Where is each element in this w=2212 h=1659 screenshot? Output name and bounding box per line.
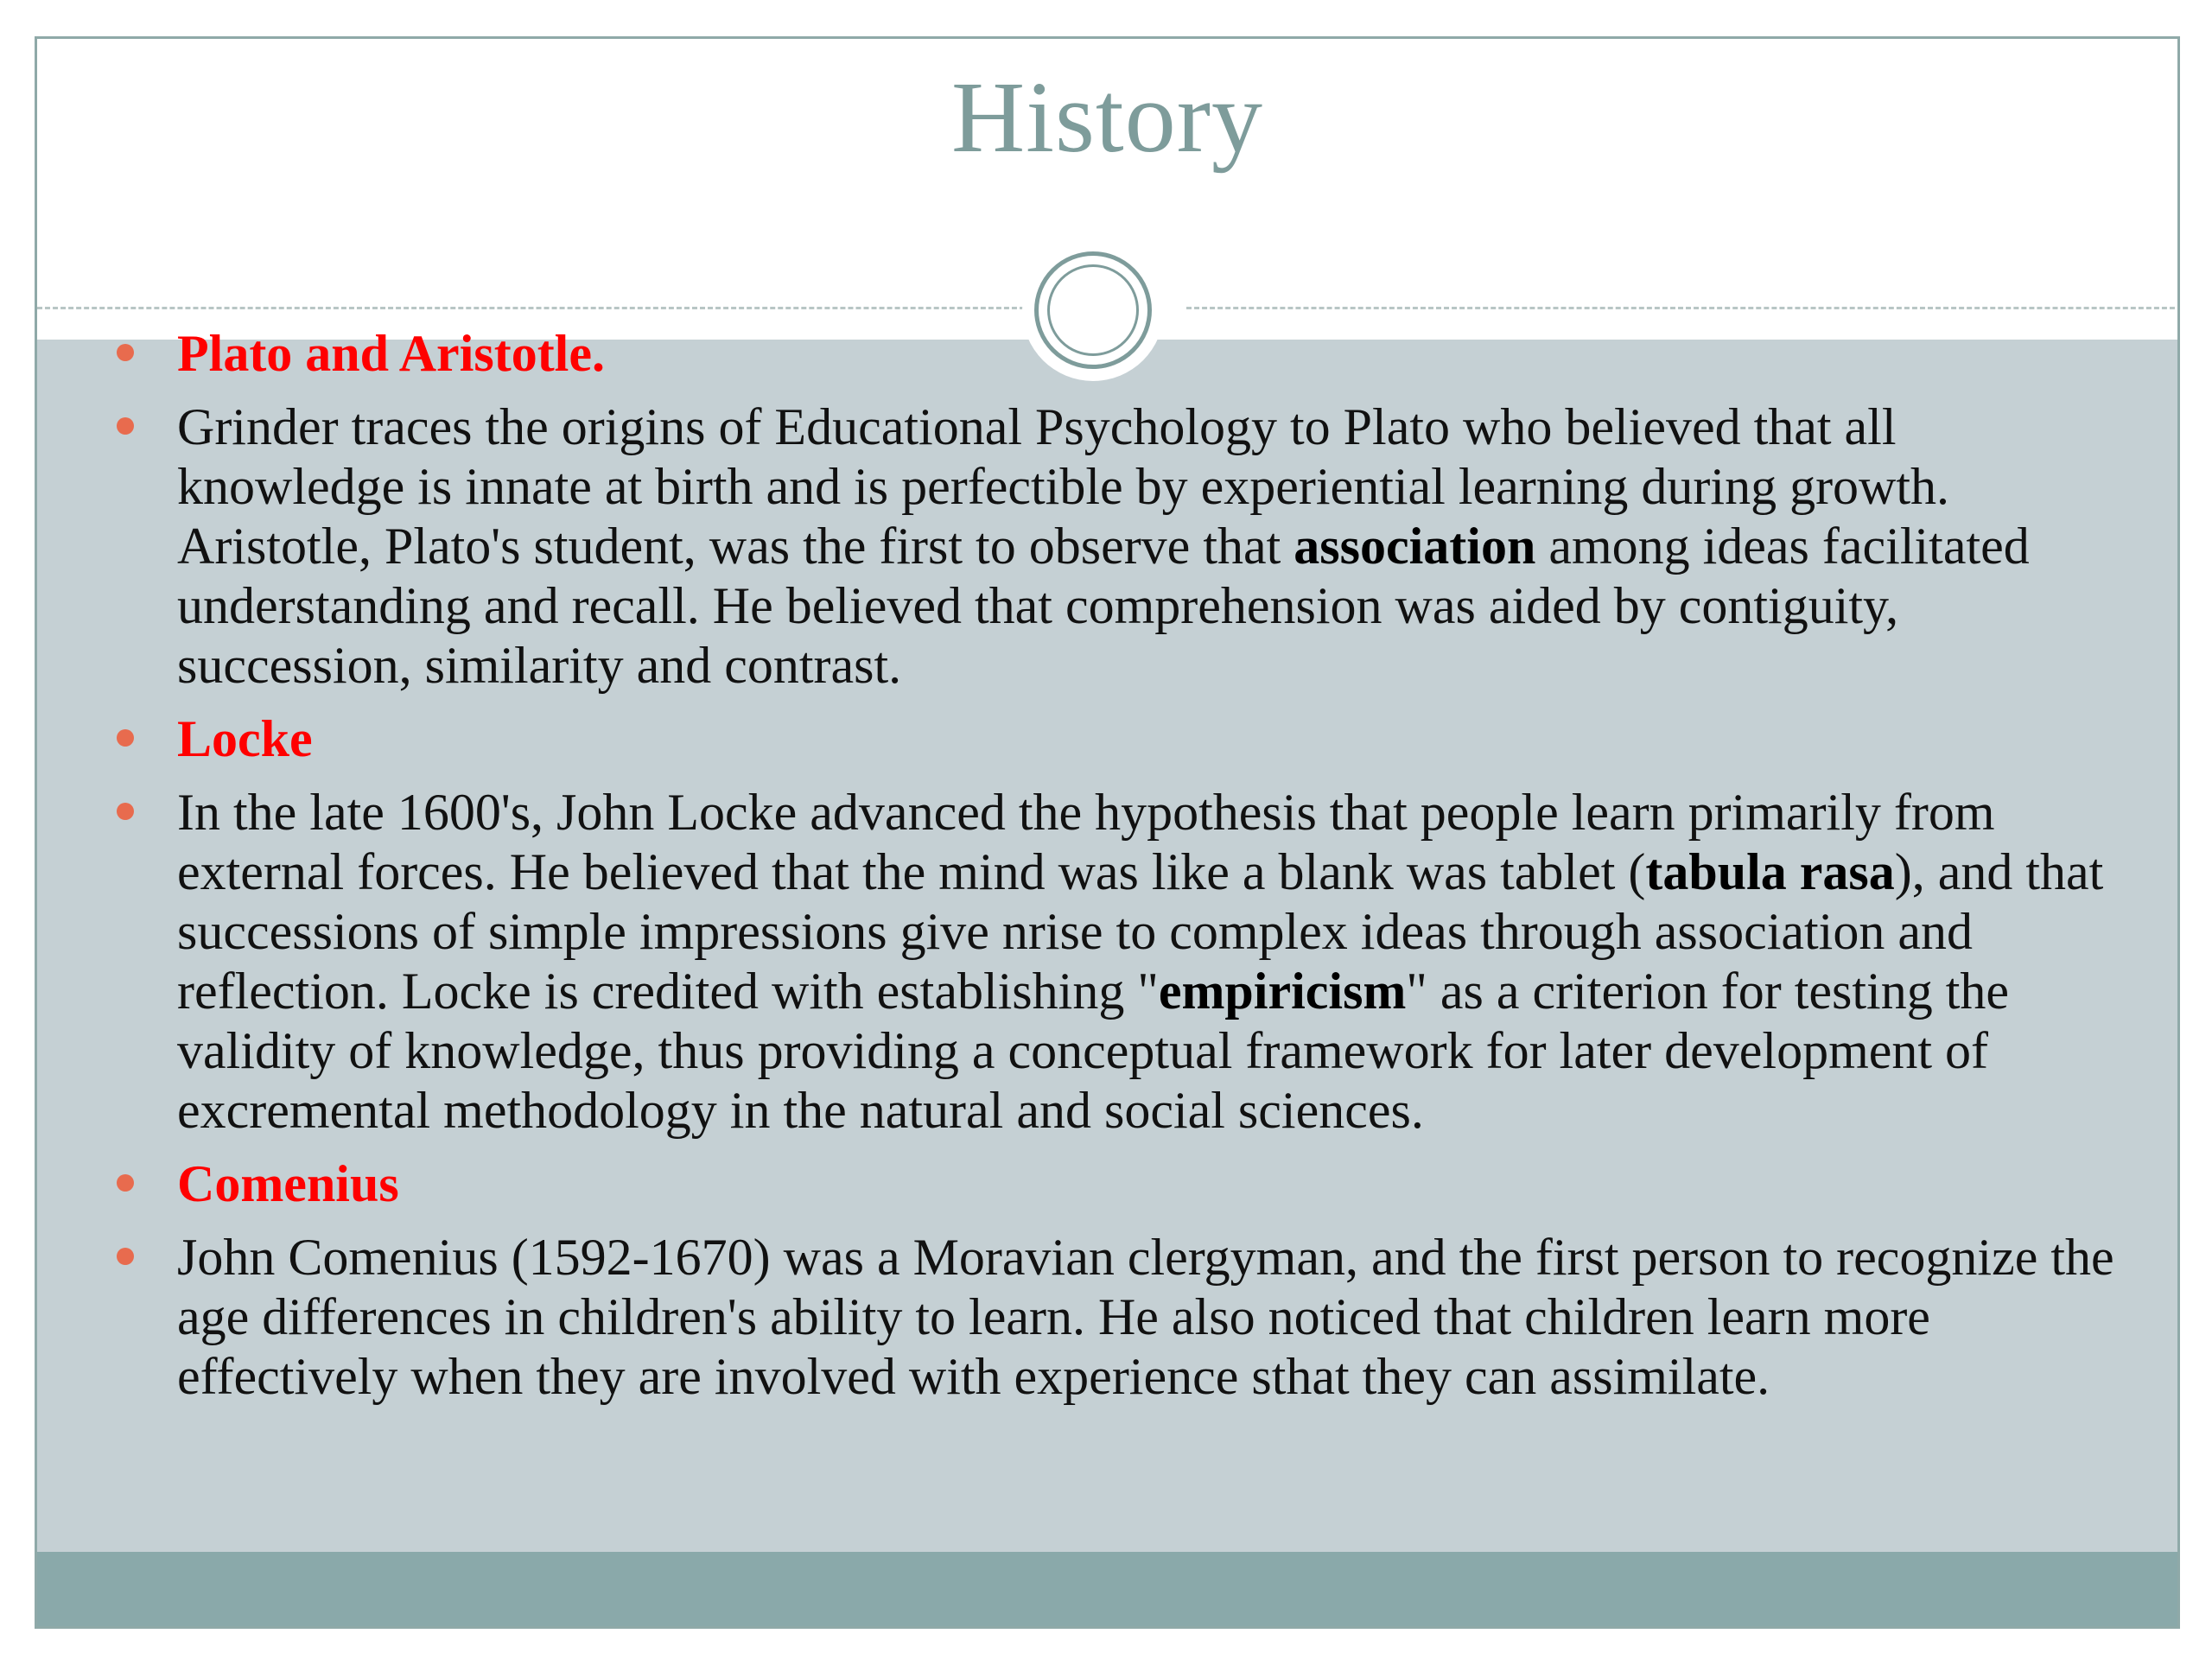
title-divider-left bbox=[37, 307, 1033, 309]
bullet-dot-icon bbox=[117, 417, 134, 435]
text-run: In the late 1600's, John Locke advanced the hypothesis that people learn primarily from external forces. He believed that the mind was like a blank was tablet ( bbox=[177, 784, 1995, 900]
title-divider-right bbox=[1186, 307, 2180, 309]
bullet-heading-text: Locke bbox=[177, 710, 313, 767]
bullet-paragraph-text bbox=[177, 784, 2103, 1139]
bullet-heading-text: Plato and Aristotle. bbox=[177, 325, 605, 382]
slide-title: History bbox=[951, 60, 1263, 174]
bullet-paragraph-text bbox=[177, 398, 2030, 694]
bullet-list bbox=[37, 324, 2177, 1421]
bullet-dot-icon bbox=[117, 344, 134, 361]
text-run: John Comenius (1592-1670) was a Moravian clergyman, and the first person to recognize the age differences in children's ability to learn. He also noticed that children learn more effectively when they are involved with experience sthat they can assimilate. bbox=[177, 1229, 2114, 1405]
bold-term-empiricism: empiricism bbox=[1158, 963, 1407, 1020]
bullet-dot-icon bbox=[117, 729, 134, 747]
bold-term-association: association bbox=[1294, 518, 1536, 575]
bullet-dot-icon bbox=[117, 1174, 134, 1192]
bold-term-tabula-rasa: tabula rasa bbox=[1645, 843, 1895, 900]
bullet-dot-icon bbox=[117, 803, 134, 820]
footer-band bbox=[37, 1552, 2177, 1629]
bullet-paragraph-comenius bbox=[37, 1228, 2177, 1407]
bullet-heading-comenius bbox=[37, 1154, 2177, 1214]
slide bbox=[35, 36, 2180, 1629]
bullet-heading-locke bbox=[37, 709, 2177, 769]
text-run: Grinder traces the origins of Educational Psychology to Plato who believed that all knowledge is innate at birth and is perfectible by experiential learning during growth. Aristotle, Plato's student, was the first to observe that bbox=[177, 398, 1950, 575]
bullet-paragraph-locke bbox=[37, 783, 2177, 1141]
bullet-paragraph-text bbox=[177, 1229, 2114, 1405]
text-run: " as a criterion for testing the validity of knowledge, thus providing a conceptual framework for later development of excremental methodology in the natural and social sciences. bbox=[177, 963, 2009, 1139]
bullet-heading-plato-aristotle bbox=[37, 324, 2177, 384]
bullet-dot-icon bbox=[117, 1248, 134, 1265]
bullet-heading-text: Comenius bbox=[177, 1155, 399, 1212]
text-run: among ideas facilitated understanding and recall. He believed that comprehension was aided by contiguity, succession, similarity and contrast. bbox=[177, 518, 2030, 694]
text-run: ), and that successions of simple impressions give nrise to complex ideas through association and reflection. Locke is credited with establishing " bbox=[177, 843, 2104, 1020]
bullet-paragraph-plato-aristotle bbox=[37, 397, 2177, 696]
